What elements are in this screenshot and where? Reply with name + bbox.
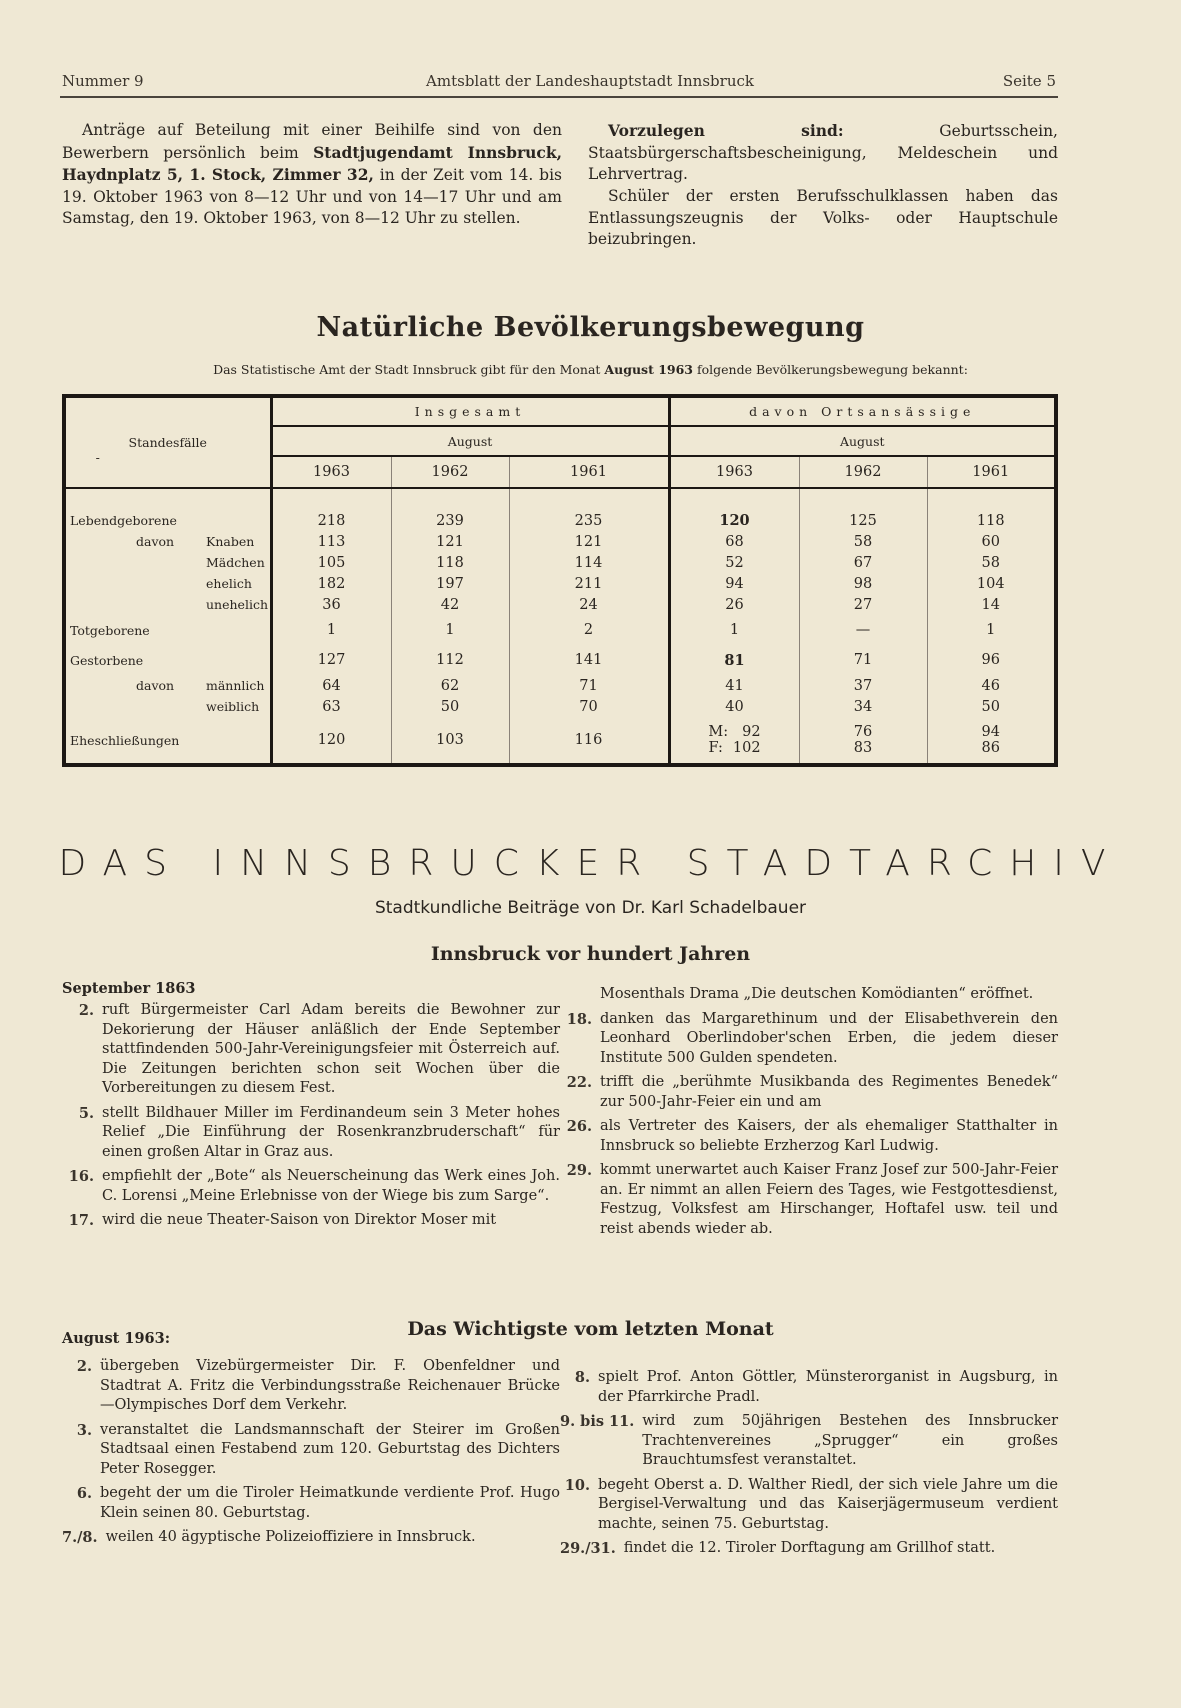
table-cell: 50 bbox=[981, 698, 1000, 715]
spacer-row bbox=[64, 488, 1056, 510]
table-row bbox=[64, 552, 1056, 573]
table-cell: 63 bbox=[271, 696, 391, 717]
item-text: trifft die „berühmte Musikbanda des Regimentes Benedek“ zur 500-Jahr-Feier ein und am bbox=[600, 1074, 1058, 1110]
table-cell: 62 bbox=[391, 675, 509, 696]
subtitle-text-2: folgende Bevölkerungsbewegung bekannt: bbox=[693, 362, 968, 377]
table-cell: 70 bbox=[509, 696, 669, 717]
table-row bbox=[64, 615, 1056, 645]
table-cell: 60 bbox=[981, 533, 1000, 550]
item-date: 17. bbox=[68, 1212, 94, 1229]
header-rule bbox=[60, 96, 1058, 98]
table-cell-split bbox=[799, 717, 927, 765]
list-item bbox=[560, 1368, 1058, 1407]
table-cell: 46 bbox=[981, 677, 1000, 694]
page-number: Seite 5 bbox=[1002, 72, 1056, 90]
table-row-marriages bbox=[64, 717, 1056, 765]
table-cell: 1 bbox=[271, 615, 391, 645]
table-cell: 105 bbox=[271, 552, 391, 573]
item-text: veranstaltet die Landsmannschaft der Steirer im Großen Stadtsaal einen Festabend zum 120. Geburtstag des Dichters Peter Rosegger. bbox=[100, 1421, 560, 1477]
row-label: Lebendgeborene bbox=[70, 513, 177, 528]
female-value: 83 bbox=[853, 740, 873, 756]
item-text: findet die 12. Tiroler Dorftagung am Grillhof statt. bbox=[623, 1540, 996, 1556]
required-label: Vorzulegen sind: bbox=[608, 121, 844, 140]
list-item bbox=[560, 1161, 1058, 1239]
spacer-cell bbox=[669, 488, 799, 510]
subtitle-text: Das Statistische Amt der Stadt Innsbruck gibt für den Monat bbox=[213, 362, 605, 377]
row-label: ehelich bbox=[206, 576, 252, 591]
item-text: kommt unerwartet auch Kaiser Franz Josef zur 500-Jahr-Feier an. Er nimmt an allen Feiern des Tages, wie Festgottesdienst, Festzug, Volksfest am Hirschanger, Hoftafel usw. teil und reist abends wieder ab. bbox=[600, 1162, 1058, 1237]
row-label: Eheschließungen bbox=[64, 717, 271, 765]
table-row bbox=[64, 510, 1056, 531]
table-cell: 182 bbox=[271, 573, 391, 594]
intro-right-2: Schüler der ersten Berufsschulklassen haben das Entlassungszeugnis der Volks- oder Hauptschule beizubringen. bbox=[588, 187, 1058, 248]
archive-title: DAS INNSBRUCKER STADTARCHIV bbox=[58, 843, 1123, 884]
row-header: Standesfälle bbox=[128, 434, 207, 450]
year-header: 1962 bbox=[799, 456, 927, 488]
table-row bbox=[64, 531, 1056, 552]
row-label-cell bbox=[64, 696, 271, 717]
row-label: Totgeborene bbox=[70, 622, 150, 638]
item-date: 5. bbox=[78, 1104, 94, 1122]
table-cell-split bbox=[927, 717, 1056, 765]
table-cell: 37 bbox=[799, 675, 927, 696]
male-row bbox=[800, 724, 927, 740]
month-residents: August bbox=[669, 426, 1056, 456]
table-cell: 41 bbox=[669, 675, 799, 696]
table-cell: 94 bbox=[669, 573, 799, 594]
table-row bbox=[64, 573, 1056, 594]
table-cell: 125 bbox=[799, 510, 927, 531]
list-item bbox=[560, 1476, 1058, 1535]
item-text: stellt Bildhauer Miller im Ferdinandeum sein 3 Meter hohes Relief „Die Einführung der Rosenkranzbruderschaft“ für einen großen Altar in Graz aus. bbox=[102, 1104, 560, 1160]
year-header: 1963 bbox=[669, 456, 799, 488]
row-label: Knaben bbox=[206, 534, 255, 549]
section1-left bbox=[62, 980, 560, 1236]
item-date: 6. bbox=[76, 1485, 92, 1502]
table-cell: 26 bbox=[669, 594, 799, 615]
section2-left bbox=[62, 1330, 560, 1553]
section2-right bbox=[560, 1368, 1058, 1564]
table-cell: 68 bbox=[669, 531, 799, 552]
item-date: 22. bbox=[566, 1074, 592, 1091]
intro-left bbox=[62, 120, 562, 230]
subtitle-month: August 1963 bbox=[604, 362, 693, 377]
intro-text: Anträge auf Beteilung mit einer Beihilfe sind von den Bewerbern persönlich beim bbox=[62, 121, 562, 162]
male-value: 94 bbox=[981, 724, 1000, 740]
list-item bbox=[560, 1010, 1058, 1069]
group-total: Insgesamt bbox=[271, 396, 669, 426]
table-row bbox=[64, 675, 1056, 696]
row-label: männlich bbox=[206, 678, 265, 693]
male-label: M: bbox=[708, 724, 729, 740]
row-label: Mädchen bbox=[206, 555, 265, 570]
table-cell: 42 bbox=[391, 594, 509, 615]
row-label-cell bbox=[64, 615, 271, 645]
table-cell: 58 bbox=[981, 554, 1000, 571]
item-text: spielt Prof. Anton Göttler, Münsterorganist in Augsburg, in der Pfarrkirche Pradl. bbox=[598, 1369, 1058, 1405]
intro-text-2: in der Zeit vom 14. bis 19. Oktober 1963 von 8—12 Uhr und von 14—17 Uhr und am Samstag, den 19. Oktober 1963, von 8—12 Uhr zu stellen. bbox=[62, 166, 562, 227]
table-cell: 50 bbox=[391, 696, 509, 717]
item-date: 8. bbox=[574, 1369, 590, 1386]
row-prefix: davon bbox=[136, 534, 175, 549]
table-cell: 52 bbox=[669, 552, 799, 573]
table-cell: 141 bbox=[509, 645, 669, 675]
table-cell: 67 bbox=[799, 552, 927, 573]
intro-address: Stadtjugendamt Innsbruck, Haydnplatz 5, 1. Stock, Zimmer 32, bbox=[62, 142, 562, 184]
year-header: 1961 bbox=[509, 456, 669, 488]
table-cell: 121 bbox=[509, 531, 669, 552]
section1-month: September 1863 bbox=[62, 980, 196, 997]
table-cell: 36 bbox=[271, 594, 391, 615]
stats-subtitle bbox=[0, 362, 1181, 377]
item-text: begeht der um die Tiroler Heimatkunde verdiente Prof. Hugo Klein seinen 80. Geburtstag. bbox=[100, 1485, 560, 1521]
row-header-dash: - bbox=[95, 449, 100, 465]
issue-number: Nummer 9 bbox=[62, 72, 144, 90]
section2-month: August 1963: bbox=[62, 1330, 171, 1347]
male-value: 76 bbox=[853, 724, 873, 740]
row-label: weiblich bbox=[206, 699, 260, 714]
female-row bbox=[800, 740, 927, 756]
item-text: als Vertreter des Kaisers, der als ehemaliger Statthalter in Innsbruck so beliebte Erzherzog Karl Ludwig. bbox=[600, 1118, 1058, 1154]
item-date: 10. bbox=[564, 1476, 590, 1494]
table-cell: 120 bbox=[669, 510, 799, 531]
row-label-cell bbox=[64, 594, 271, 615]
list-item bbox=[62, 1104, 560, 1163]
spacer-cell bbox=[271, 488, 391, 510]
row-label: Gestorbene bbox=[70, 652, 144, 668]
female-value: 86 bbox=[981, 740, 1000, 756]
spacer-cell bbox=[64, 488, 271, 510]
table-cell: 96 bbox=[981, 652, 1000, 668]
spacer-cell bbox=[509, 488, 669, 510]
table-cell: 40 bbox=[669, 696, 799, 717]
list-item bbox=[62, 1211, 560, 1231]
item-date: 2. bbox=[76, 1358, 92, 1375]
table-cell: 118 bbox=[391, 552, 509, 573]
table-cell: 211 bbox=[509, 573, 669, 594]
row-label-cell bbox=[64, 531, 271, 552]
table-cell: 34 bbox=[799, 696, 927, 717]
table-cell: 127 bbox=[271, 645, 391, 675]
table-cell: 98 bbox=[799, 573, 927, 594]
item-date: 9. bis 11. bbox=[560, 1413, 635, 1430]
male-row bbox=[671, 724, 799, 740]
female-value: 102 bbox=[732, 740, 761, 756]
spacer-cell bbox=[927, 488, 1056, 510]
section1-title: Innsbruck vor hundert Jahren bbox=[430, 943, 751, 965]
table-cell: 58 bbox=[799, 531, 927, 552]
table-cell: 1 bbox=[669, 615, 799, 645]
item-date: 26. bbox=[566, 1118, 592, 1135]
table-row bbox=[64, 594, 1056, 615]
table-cell-split bbox=[669, 717, 799, 765]
row-label: unehelich bbox=[206, 597, 268, 612]
table-cell: 118 bbox=[976, 512, 1005, 529]
list-item bbox=[560, 1412, 1058, 1471]
row-label-cell bbox=[64, 552, 271, 573]
item-date: 29. bbox=[566, 1162, 592, 1179]
month-total: August bbox=[271, 426, 669, 456]
list-item bbox=[560, 1539, 1058, 1559]
table-cell: 116 bbox=[509, 717, 669, 765]
table-cell: 71 bbox=[799, 645, 927, 675]
male-row bbox=[928, 724, 1055, 740]
item-text: weilen 40 ägyptische Polizeioffiziere in Innsbruck. bbox=[105, 1529, 476, 1545]
item-text: übergeben Vizebürgermeister Dir. F. Obenfeldner und Stadtrat A. Fritz die Verbindungsstraße Reichenauer Brücke—Olympisches Dorf dem Verkehr. bbox=[100, 1358, 560, 1413]
item-text: begeht Oberst a. D. Walther Riedl, der sich viele Jahre um die Bergisel-Verwaltung und das Kaiserjägermuseum verdient machte, seinen 75. Geburtstag. bbox=[598, 1476, 1058, 1532]
section1-right bbox=[560, 985, 1058, 1244]
table-row bbox=[64, 645, 1056, 675]
list-item bbox=[62, 1167, 560, 1206]
table-cell: — bbox=[799, 615, 927, 645]
table-cell: 14 bbox=[981, 596, 1000, 613]
table-cell: 235 bbox=[509, 510, 669, 531]
list-item bbox=[62, 1001, 560, 1099]
item-date: 3. bbox=[76, 1421, 92, 1439]
item-text: wird die neue Theater-Saison von Direktor Moser mit bbox=[102, 1212, 497, 1228]
item-text: empfiehlt der „Bote“ als Neuerscheinung das Werk eines Joh. C. Lorensi „Meine Erlebnisse von der Wiege bis zum Sarge“. bbox=[102, 1168, 560, 1204]
female-row bbox=[928, 740, 1055, 756]
required-docs: Geburtsschein, Staatsbürgerschaftsbescheinigung, Meldeschein und Lehrvertrag. bbox=[588, 122, 1058, 183]
table-cell: 1 bbox=[986, 622, 996, 638]
year-header: 1961 bbox=[927, 456, 1056, 488]
section2-title: Das Wichtigste vom letzten Monat bbox=[407, 1318, 774, 1340]
table-cell: 114 bbox=[509, 552, 669, 573]
item-date: 2. bbox=[78, 1002, 94, 1019]
item-date: 16. bbox=[68, 1168, 94, 1185]
spacer-cell bbox=[391, 488, 509, 510]
year-header: 1962 bbox=[391, 456, 509, 488]
population-table bbox=[62, 394, 1058, 767]
female-row bbox=[671, 740, 799, 756]
table-cell: 112 bbox=[391, 645, 509, 675]
table-cell: 120 bbox=[271, 717, 391, 765]
table-cell: 1 bbox=[391, 615, 509, 645]
male-value: 92 bbox=[742, 724, 761, 740]
list-item bbox=[560, 1073, 1058, 1112]
row-label-cell bbox=[64, 510, 271, 531]
table-cell: 218 bbox=[271, 510, 391, 531]
table-cell: 197 bbox=[391, 573, 509, 594]
table-cell: 71 bbox=[509, 675, 669, 696]
list-item bbox=[560, 1117, 1058, 1156]
intro-right-1 bbox=[588, 120, 1058, 186]
group-residents: davon Ortsansässige bbox=[669, 396, 1056, 426]
list-item bbox=[62, 1484, 560, 1523]
list-item bbox=[62, 1421, 560, 1480]
item-date: 29./31. bbox=[560, 1540, 616, 1557]
table-cell: 64 bbox=[271, 675, 391, 696]
item-text: ruft Bürgermeister Carl Adam bereits die Bewohner zur Dekorierung der Häuser anläßlich der Ende September stattfindenden 500-Jahr-Vereinigungsfeier mit Österreich auf. Die Zeitungen berichten schon seit Wochen über die Vorbereitungen zu diesem Fest. bbox=[102, 1002, 560, 1096]
item-date: 18. bbox=[566, 1010, 592, 1028]
table-cell: 81 bbox=[669, 645, 799, 675]
row-prefix: davon bbox=[136, 678, 175, 693]
table-cell: 239 bbox=[391, 510, 509, 531]
row-label-cell bbox=[64, 573, 271, 594]
list-item bbox=[560, 985, 1058, 1005]
archive-byline: Stadtkundliche Beiträge von Dr. Karl Schadelbauer bbox=[374, 898, 807, 918]
row-label-cell bbox=[64, 675, 271, 696]
table-cell: 24 bbox=[509, 594, 669, 615]
list-item bbox=[62, 1528, 560, 1548]
year-header: 1963 bbox=[271, 456, 391, 488]
table-cell: 104 bbox=[976, 575, 1005, 592]
table-cell: 121 bbox=[391, 531, 509, 552]
item-text: wird zum 50jährigen Bestehen des Innsbrucker Trachtenvereines „Sprugger“ ein großes Brauchtumsfest veranstaltet. bbox=[642, 1413, 1058, 1468]
table-row bbox=[64, 696, 1056, 717]
spacer-cell bbox=[799, 488, 927, 510]
row-header-cell bbox=[64, 396, 271, 488]
item-text: danken das Margarethinum und der Elisabethverein den Leonhard Oberlindober'schen Erben, die jedem dieser Institute 500 Gulden spendeten. bbox=[600, 1010, 1058, 1066]
table-cell: 113 bbox=[271, 531, 391, 552]
table-cell: 27 bbox=[799, 594, 927, 615]
row-label-cell bbox=[64, 645, 271, 675]
item-date: 7./8. bbox=[62, 1529, 98, 1546]
item-text: Mosenthals Drama „Die deutschen Komödianten“ eröffnet. bbox=[600, 986, 1034, 1002]
stats-title: Natürliche Bevölkerungsbewegung bbox=[316, 312, 865, 343]
table-cell: 103 bbox=[391, 717, 509, 765]
female-label: F: bbox=[708, 740, 723, 756]
publication-title: Amtsblatt der Landeshauptstadt Innsbruck bbox=[426, 72, 754, 90]
list-item bbox=[62, 1357, 560, 1416]
table-cell: 2 bbox=[509, 615, 669, 645]
